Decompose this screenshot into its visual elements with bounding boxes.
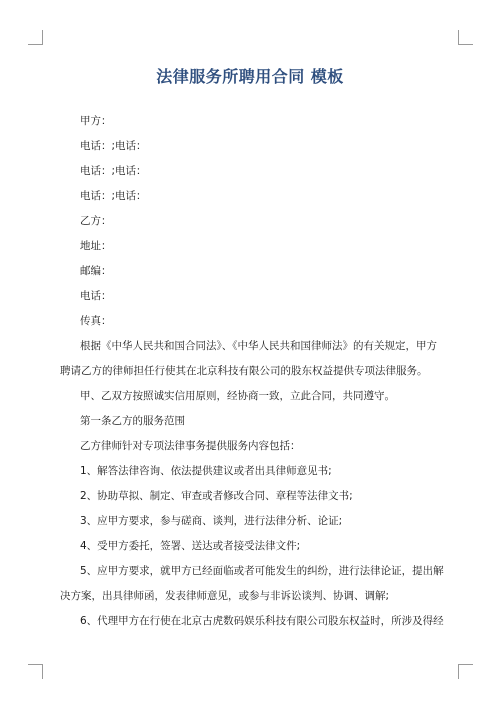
party-a-field: 甲方：	[80, 115, 112, 127]
list-item: 3、应甲方要求，参与磋商、谈判，进行法律分析、论证;	[80, 515, 343, 527]
document-title: 法律服务所聘用合同 模板	[156, 67, 344, 86]
list-item: 2、协助草拟、制定、审查或者修改合同、章程等法律文书;	[80, 490, 353, 502]
intro-paragraph-line: 根据《中华人民共和国合同法》、《中华人民共和国律师法》的有关规定，甲方	[80, 340, 437, 352]
address-field: 地址：	[80, 240, 112, 252]
phone-field: 电话：;电话：	[80, 190, 147, 202]
phone-field: 电话：;电话：	[80, 165, 147, 177]
list-item: 6、代理甲方在行使在北京古虎数码娱乐科技有限公司股东权益时，所涉及得经	[80, 615, 444, 627]
section-lead: 乙方律师针对专项法律事务提供服务内容包括：	[80, 440, 301, 452]
phone-field: 电话：	[80, 290, 112, 302]
crop-mark-bottom-right	[458, 664, 473, 679]
party-b-field: 乙方：	[80, 215, 112, 227]
list-item: 4、受甲方委托，签署、送达或者接受法律文件;	[80, 540, 301, 552]
postcode-field: 邮编：	[80, 265, 112, 277]
list-item-continuation: 决方案，出具律师函，发表律师意见，或参与非诉讼谈判、协调、调解;	[60, 590, 390, 602]
crop-mark-top-left	[28, 30, 43, 45]
intro-paragraph-line: 聘请乙方的律师担任行使其在北京科技有限公司的股东权益提供专项法律服务。	[60, 365, 428, 377]
section-heading: 第一条乙方的服务范围	[80, 415, 185, 427]
fax-field: 传真：	[80, 315, 112, 327]
agreement-paragraph: 甲、乙双方按照诚实信用原则，经协商一致，立此合同，共同遵守。	[80, 390, 395, 402]
phone-field: 电话：;电话：	[80, 140, 147, 152]
list-item: 1、解答法律咨询、依法提供建议或者出具律师意见书;	[80, 465, 332, 477]
crop-mark-top-right	[458, 30, 473, 45]
crop-mark-bottom-left	[28, 664, 43, 679]
list-item: 5、应甲方要求，就甲方已经面临或者可能发生的纠纷，进行法律论证，提出解	[80, 565, 444, 577]
